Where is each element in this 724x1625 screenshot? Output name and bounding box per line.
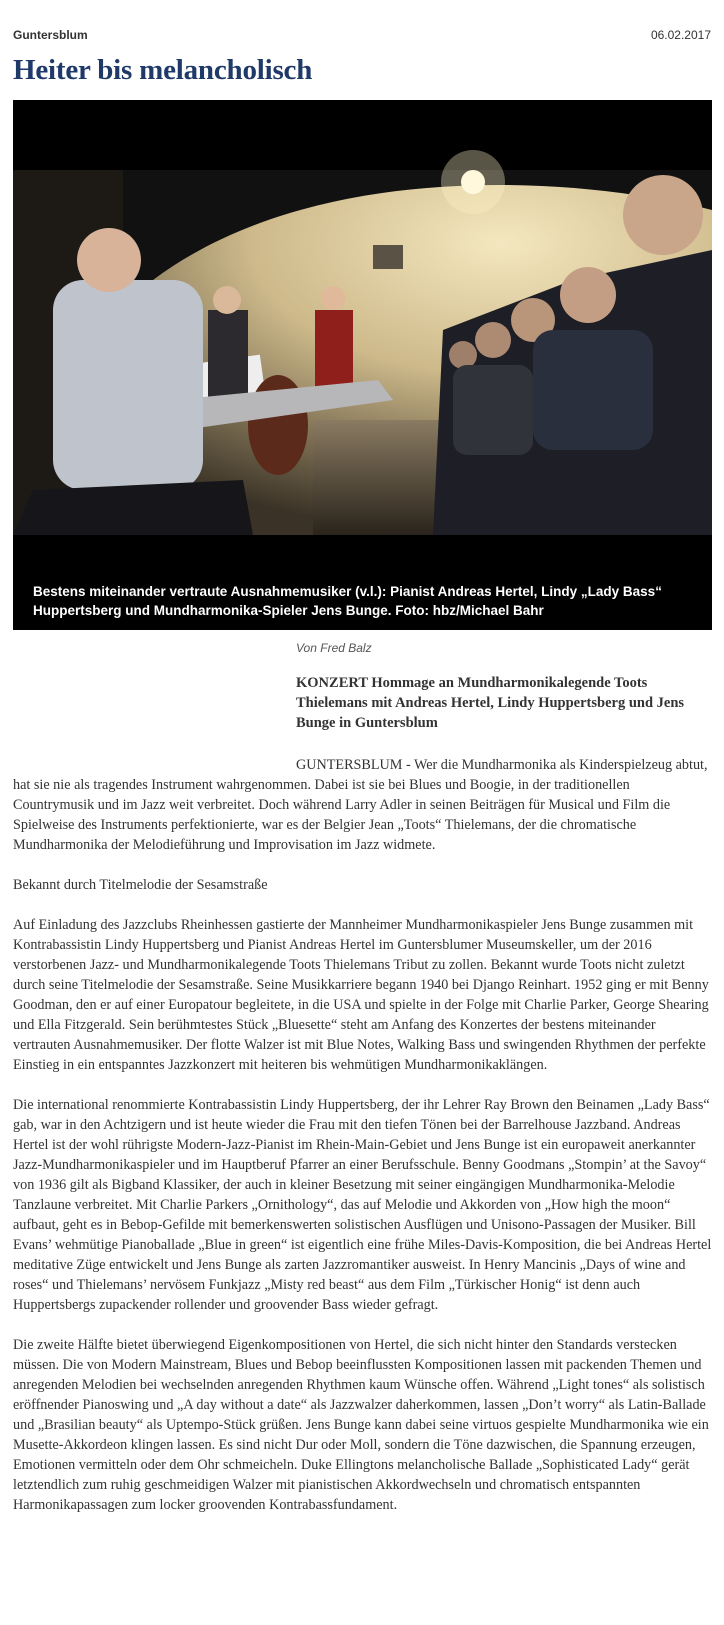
location-label: Guntersblum	[13, 28, 88, 42]
article-photo	[13, 100, 712, 630]
author-line: Von Fred Balz	[296, 641, 372, 655]
subheading: Bekannt durch Titelmelodie der Sesamstraße	[13, 877, 268, 893]
article-teaser: KONZERT Hommage an Mundharmonikalegende Toots Thielemans mit Andreas Hertel, Lindy Huppertsberg und Jens Bunge in Guntersblum	[296, 675, 685, 731]
paragraph: Auf Einladung des Jazzclubs Rheinhessen gastierte der Mannheimer Mundharmonikaspieler Jens Bunge zusammen mit Kontrabassistin Lindy Huppertsberg und Pianist Andreas Hertel im Guntersblumer Museumskeller, um der 2016 verstorbenen Jazz- und Mundharmonikalegende Toots Thielemans Tribut zu zollen. Bekannt wurde Toots nicht zuletzt durch seine Titelmelodie der Sesamstraße. Seine Musikkarriere begann 1940 bei Django Reinhart. 1952 ging er mit Benny Goodman, den er auf einer Europatour begleitete, in die USA und spielte in der Folge mit Charlie Parker, George Shearing und Ella Fitzgerald. Sein berühmtestes Stück „Bluesette“ steht am Anfang des Konzertes der bestens miteinander vertrauten Ausnahmemusiker. Der flotte Walzer ist mit Blue Notes, Walking Bass und swingenden Rhythmen der perfekte Einstieg in ein entspanntes Jazzkonzert mit heiteren bis wehmütigen Mundharmonikaklängen.	[13, 917, 709, 1073]
photo-caption: Bestens miteinander vertraute Ausnahmemusiker (v.l.): Pianist Andreas Hertel, Lindy „Lady Bass“ Huppertsberg und Mundharmonika-Spieler Jens Bunge. Foto: hbz/Michael Bahr	[33, 584, 662, 618]
paragraph: Die zweite Hälfte bietet überwiegend Eigenkompositionen von Hertel, die sich nicht hinter den Standards verstecken müssen. Die von Modern Mainstream, Blues und Bebop beeinflussten Kompositionen lassen mit packenden Themen und anregenden Melodien bei wechselnden anregenden Rhythmen kaum Wünsche offen. Während „Light tones“ als solistisch eröffnender Pianoswing und „A day without a date“ als Jazzwalzer daherkommen, lassen „Don’t worry“ als Latin-Ballade und „Brasilian beauty“ als Uptempo-Stück grüßen. Jens Bunge kann dabei seine virtuos gespielte Mundharmonika wie ein Musette-Akkordeon klingen lassen. Es sind nicht Dur oder Moll, sondern die Töne dazwischen, die Spannung erzeugen, Emotionen vermitteln oder dem Ohr schmeicheln. Duke Ellingtons melancholische Ballade „Sophisticated Lady“ gerät letztendlich zum ruhig geschmeidigen Walzer mit pianistischen Akkordwechseln und chromatisch entspannten Harmonikapassagen zum locker groovenden Kontrabassfundament.	[13, 1337, 709, 1513]
article-meta	[13, 28, 711, 44]
article-body	[13, 755, 713, 1535]
paragraph-intro: GUNTERSBLUM - Wer die Mundharmonika als Kinderspielzeug abtut, hat sie nie als tragendes Instrument wahrgenommen. Dabei ist sie bei Blues und Boogie, in der traditionellen Countrymusik und im Jazz weit verbreitet. Doch während Larry Adler in seinen Beiträgen für Musical und Film die Spielweise des Instruments perfektionierte, war es der Belgier Jean „Toots“ Thielemans, der die chromatische Mundharmonika der Melodieführung und Improvisation im Jazz widmete.	[13, 757, 708, 853]
headline: Heiter bis melancholisch	[13, 54, 313, 86]
paragraph: Die international renommierte Kontrabassistin Lindy Huppertsberg, der ihr Lehrer Ray Brown den Beinamen „Lady Bass“ gab, war in den Achtzigern und ist heute wieder die Frau mit den tiefen Tönen bei der Barrelhouse Jazzband. Andreas Hertel ist der wohl rührigste Modern-Jazz-Pianist im Rhein-Main-Gebiet und Jens Bunge ist ein europaweit anerkannter Jazz-Mundharmonikaspieler und im Hauptberuf Pfarrer an einer Berufsschule. Benny Goodmans „Stompin’ at the Savoy“ von 1936 gilt als Bigband Klassiker, der auch in kleiner Besetzung mit seiner eingängigen Mundharmonika-Melodie Tanzlaune verbreitet. Mit Charlie Parkers „Ornithology“, das auf Melodie und Akkorden von „How high the moon“ aufbaut, geht es in Bebop-Gefilde mit bemerkenswerten solistischen Ausflügen und Unisono-Passagen der Musiker. Bill Evans’ wehmütige Pianoballade „Blue in green“ ist eigentlich eine frühe Miles-Davis-Komposition, die bei Andreas Hertel meditative Züge entwickelt und Jens Bunge als zarten Jazzromantiker ausweist. In Henry Mancinis „Days of wine and roses“ und Thielemans’ nervösem Funkjazz „Misty red beast“ aus dem Film „Türkischer Honig“ ist denn auch Huppertsbergs zupackender rollender und groovender Bass wieder gefragt.	[13, 1097, 712, 1313]
publish-date: 06.02.2017	[650, 28, 711, 42]
concert-photo-illustration	[13, 100, 712, 630]
